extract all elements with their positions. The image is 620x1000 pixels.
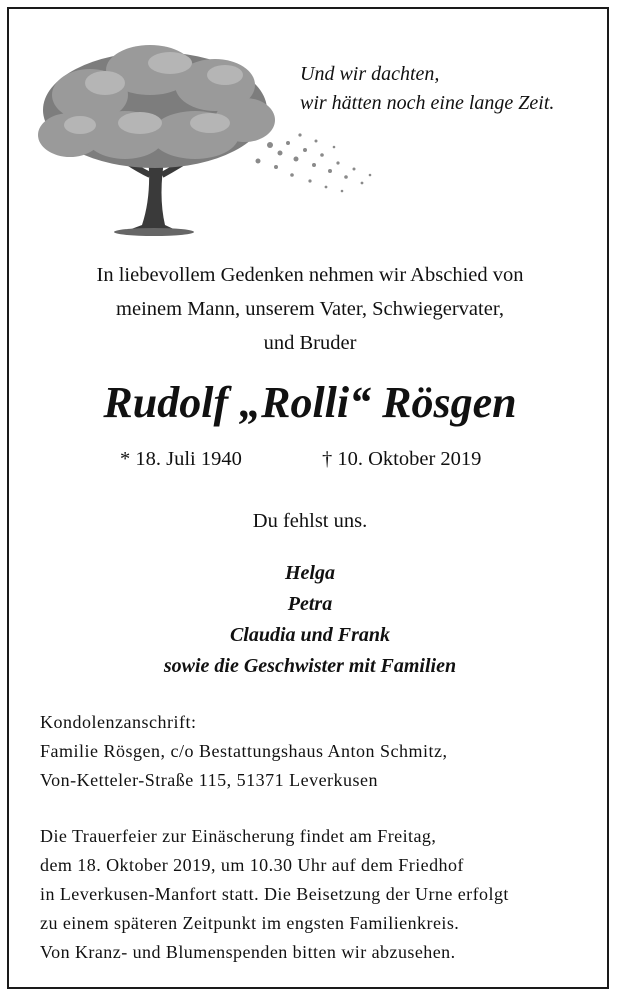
death-date: † 10. Oktober 2019 [322, 448, 482, 470]
service-line-5: Von Kranz- und Blumenspenden bitten wir abzusehen. [40, 942, 456, 962]
condolence-line-1: Familie Rösgen, c/o Bestattungshaus Anton Schmitz, [40, 741, 448, 761]
missing-text: Du fehlst uns. [252, 510, 368, 532]
quote [300, 60, 600, 118]
condolence-line-2: Von-Ketteler-Straße 115, 51371 Leverkusen [40, 770, 379, 790]
condolence-address [40, 708, 600, 795]
quote-line-2: wir hätten noch eine lange Zeit. [300, 92, 555, 114]
intro-text [0, 258, 620, 360]
service-info [40, 822, 610, 967]
deceased-name: Rudolf „Rolli“ Rösgen [103, 378, 517, 427]
mourner: sowie die Geschwister mit Familien [163, 655, 457, 677]
service-line-2: dem 18. Oktober 2019, um 10.30 Uhr auf dem Friedhof [40, 855, 464, 875]
mourner: Claudia und Frank [229, 624, 391, 646]
mourner: Petra [287, 593, 333, 615]
intro-line-2: meinem Mann, unserem Vater, Schwiegervater, [116, 298, 504, 320]
intro-line-3: und Bruder [263, 332, 357, 354]
condolence-heading: Kondolenzanschrift: [40, 712, 197, 732]
quote-line-1: Und wir dachten, [300, 63, 440, 85]
mourners-list [0, 558, 620, 682]
intro-line-1: In liebevollem Gedenken nehmen wir Abschied von [96, 264, 524, 286]
service-line-4: zu einem späteren Zeitpunkt im engsten Familienkreis. [40, 913, 460, 933]
service-line-1: Die Trauerfeier zur Einäscherung findet am Freitag, [40, 826, 437, 846]
mourner: Helga [285, 562, 335, 584]
service-line-3: in Leverkusen-Manfort statt. Die Beisetzung der Urne erfolgt [40, 884, 509, 904]
birth-date: * 18. Juli 1940 [120, 448, 242, 470]
